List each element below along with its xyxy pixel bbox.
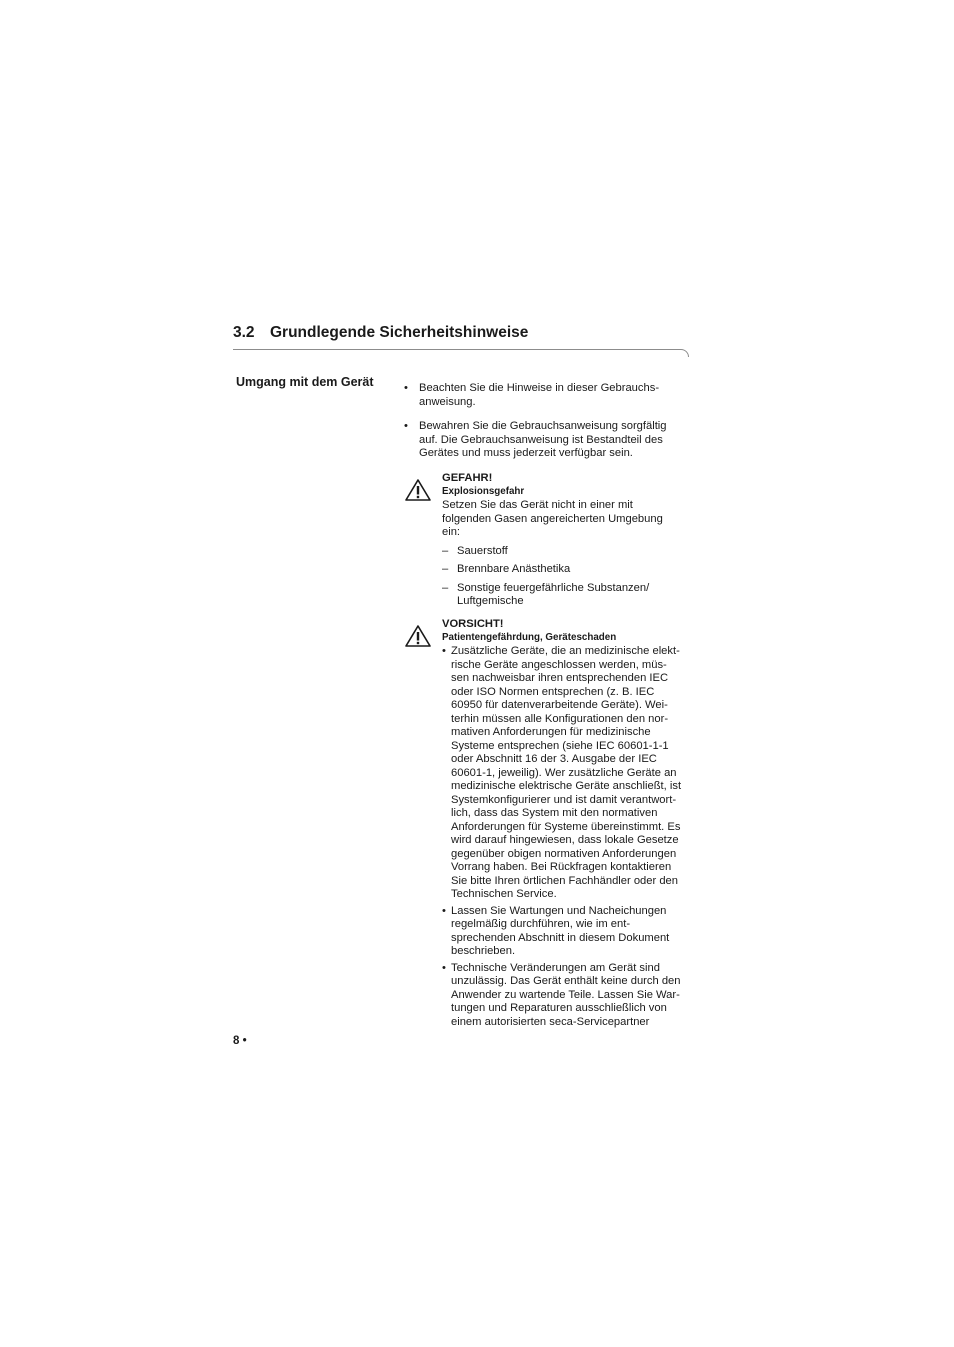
list-item-text: Lassen Sie Wartungen und Nacheichungen regelmäßig durchführen, wie im ent- sprechenden Abschnitt in diesem Dokument beschrieben. <box>451 904 670 957</box>
section-rule-hook <box>679 349 689 357</box>
section-number: 3.2 <box>233 324 255 341</box>
dash-symbol: – <box>442 563 449 575</box>
list-item <box>442 645 694 902</box>
danger-subtitle: Explosionsgefahr <box>442 486 525 497</box>
danger-text: Setzen Sie das Gerät nicht in einer mit folgenden Gasen angereicherten Umgebung ein: <box>442 499 663 538</box>
bullet-symbol: • <box>442 645 446 657</box>
bullet-symbol: • <box>404 382 408 394</box>
section-title <box>233 324 528 342</box>
list-item <box>442 563 694 577</box>
danger-notice <box>404 472 694 609</box>
caution-notice-body <box>442 618 694 1033</box>
bullet-symbol: • <box>442 904 446 917</box>
page-number: 8 • <box>233 1035 247 1047</box>
section-title-text: Grundlegende Sicherheitshinweise <box>270 324 529 341</box>
list-item-text: Zusätzliche Geräte, die an medizinische elekt- rische Geräte angeschlossen werden, müs- sen nachweisbar ihren entsprechenden IEC oder ISO Normen entsprechen (z. B. IEC 60950 für datenverarbeitende Geräte). Wei- terhin müssen alle Konfigurationen den nor- mativen Anforderungen für medizinische Systeme entsprechen (siehe IEC 60601-1-1 oder Abschnitt 16 der 3. Ausgabe der IEC 60601-1, jeweilig). Wer zusätzliche Geräte an medizinische elektrische Geräte anschließt, ist Systemkonfigurierer und ist damit verantwort- lich, dass das System mit den normativen Anforderungen für Systeme übereinstimmt. Es wird darauf hingewiesen, dass lokale Gesetze gegenüber obigen normativen Anforderungen Vorrang haben. Bei Rückfragen kontaktieren Sie bitte Ihren örtlichen Fachhändler oder den Technischen Service. <box>451 645 682 900</box>
list-item-text: Sonstige feuergefährliche Substanzen/ Luftgemische <box>457 581 650 607</box>
list-item <box>442 905 694 959</box>
main-content <box>404 382 694 1041</box>
list-item <box>404 382 694 409</box>
warning-triangle-icon <box>404 618 442 1033</box>
list-item <box>442 582 694 609</box>
section-rule <box>233 349 681 350</box>
caution-title: VORSICHT! <box>442 617 504 630</box>
list-item <box>404 420 694 461</box>
danger-list <box>442 545 694 609</box>
list-item-text: Bewahren Sie die Gebrauchsanweisung sorgfältig auf. Die Gebrauchsanweisung ist Bestandteil des Gerätes und muss jederzeit verfügbar sein. <box>419 420 667 459</box>
side-heading: Umgang mit dem Gerät <box>236 375 374 389</box>
caution-notice <box>404 618 694 1033</box>
list-item <box>442 545 694 559</box>
danger-notice-body <box>442 472 694 609</box>
caution-subtitle: Patientengefährdung, Geräteschaden <box>442 632 617 643</box>
dash-symbol: – <box>442 544 449 557</box>
list-item <box>442 962 694 1030</box>
list-item-text: Beachten Sie die Hinweise in dieser Gebrauchs- anweisung. <box>419 382 660 408</box>
list-item-text: Sauerstoff <box>457 544 508 557</box>
danger-title: GEFAHR! <box>442 471 493 484</box>
bullet-symbol: • <box>442 961 446 974</box>
dash-symbol: – <box>442 581 449 594</box>
warning-triangle-icon <box>404 472 442 609</box>
list-item-text: Brennbare Anästhetika <box>457 563 571 575</box>
list-item-text: Technische Veränderungen am Gerät sind unzulässig. Das Gerät enthält keine durch den Anwender zu wartende Teile. Lassen Sie War- tungen und Reparaturen ausschließlich von einem autorisierten seca-Servicepartner <box>451 961 681 1028</box>
bullet-symbol: • <box>404 420 408 432</box>
